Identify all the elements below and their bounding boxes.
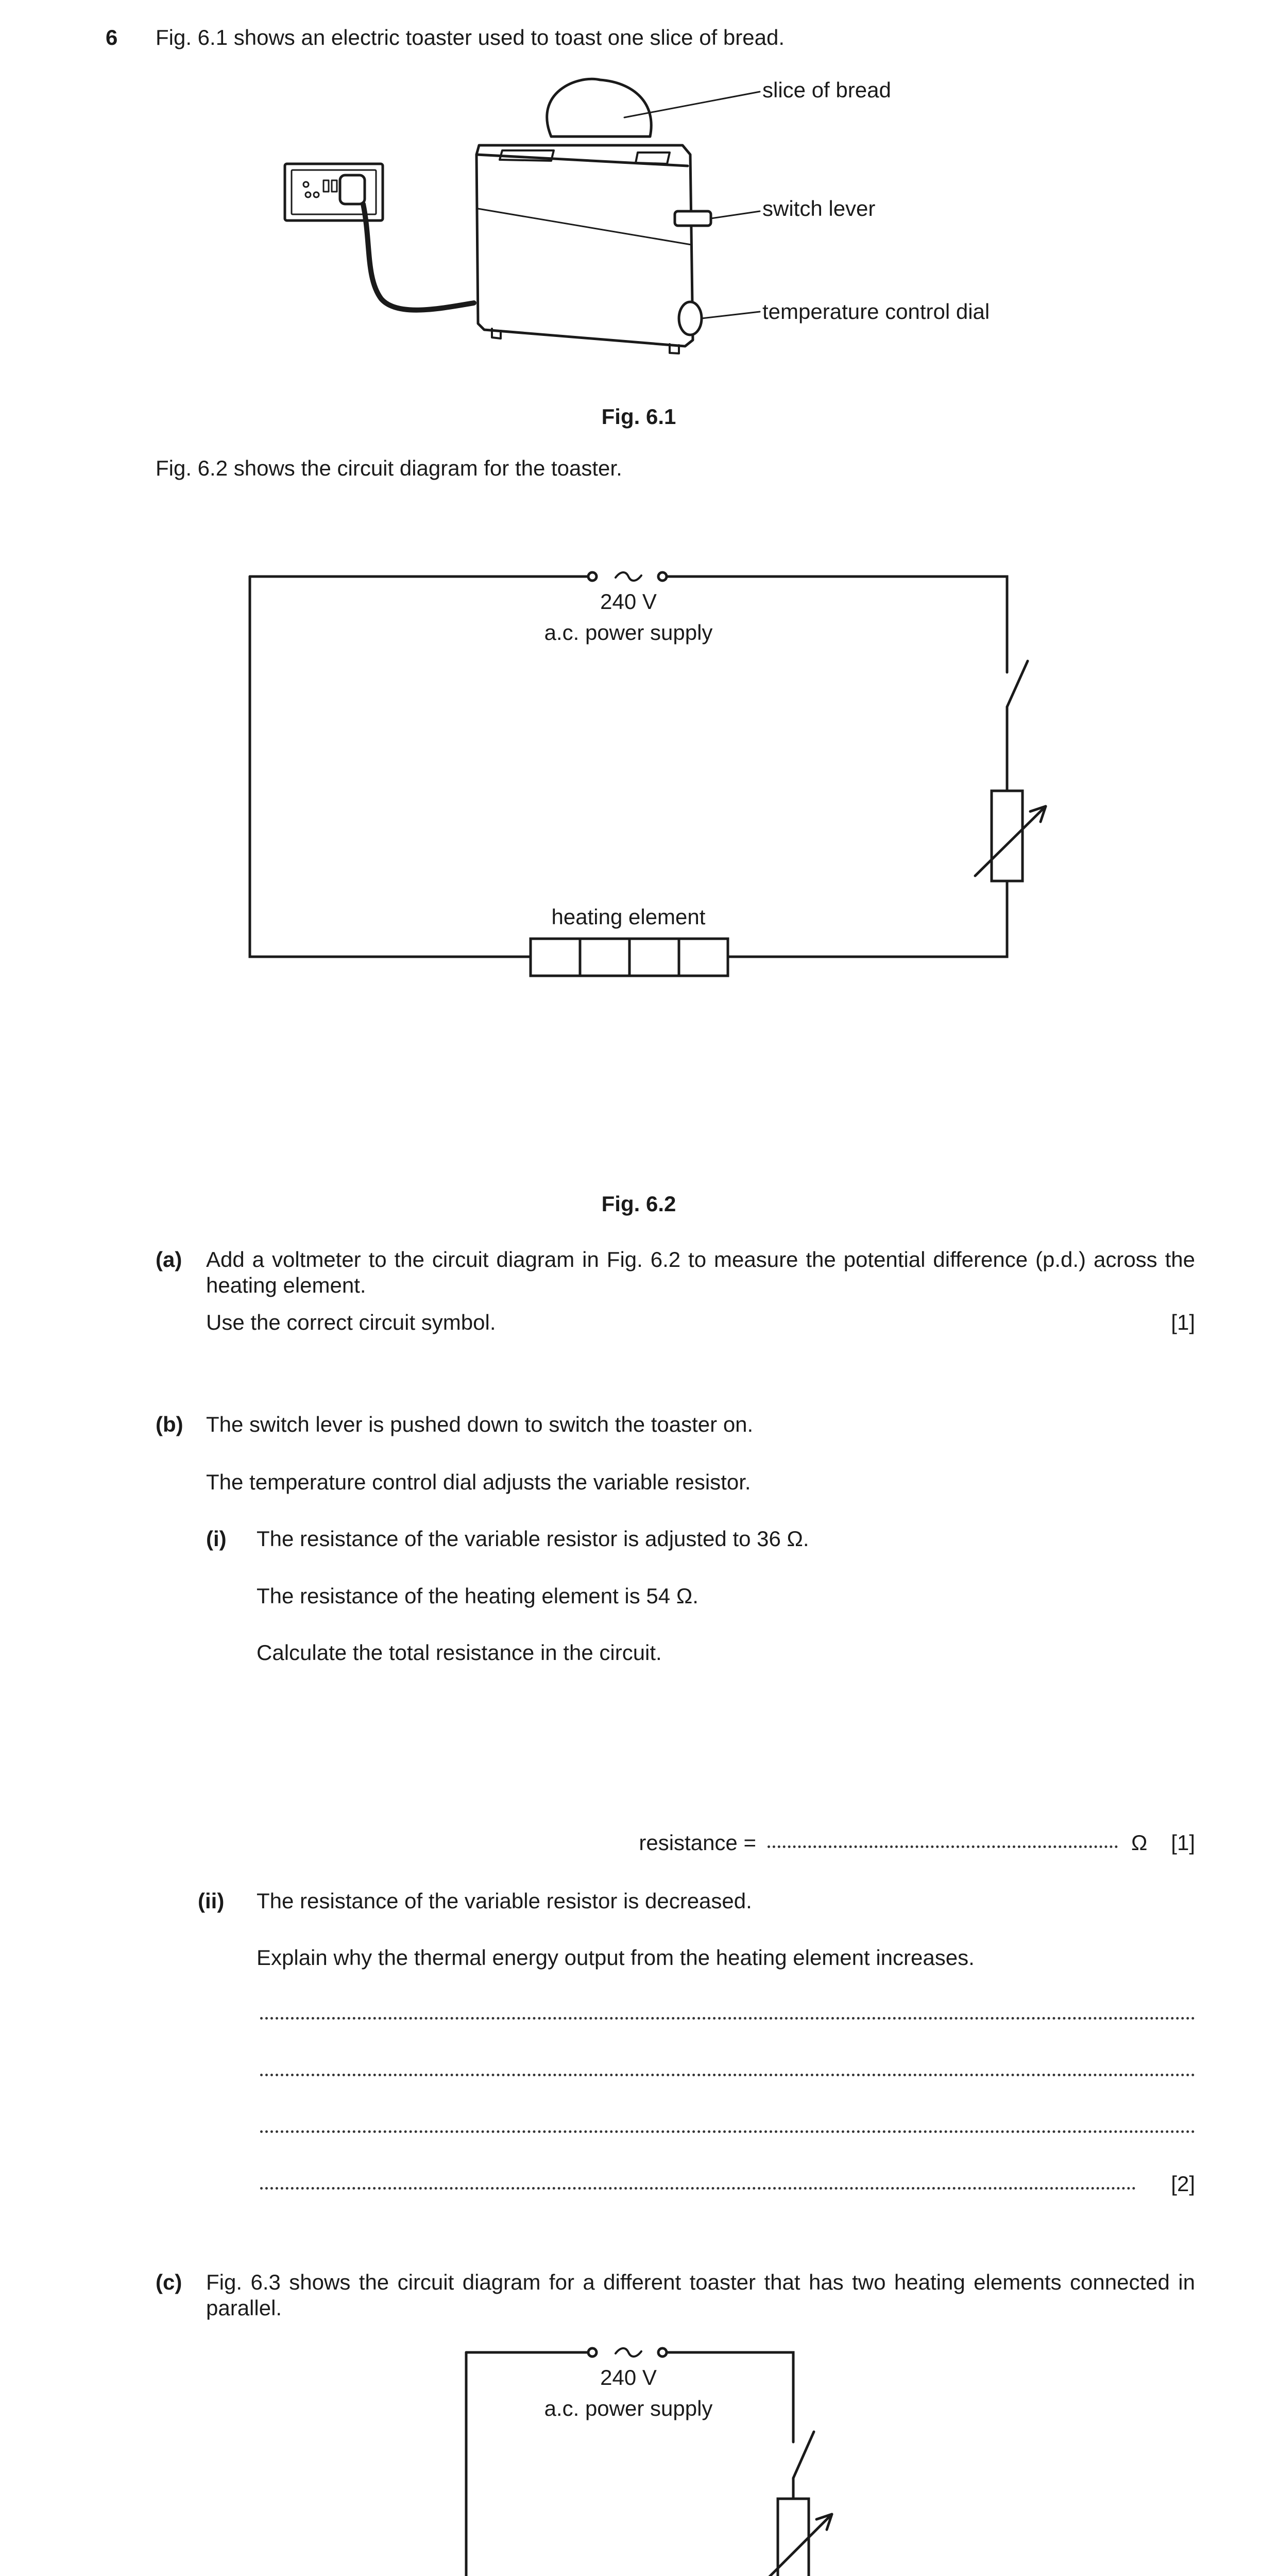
- part-b-i-line2: The resistance of the heating element is 54 Ω.: [257, 1584, 698, 1608]
- part-a-marks: [1]: [1171, 1310, 1195, 1334]
- fig-6-2-supply-label: a.c. power supply: [544, 620, 713, 645]
- fig-6-3-switch: [793, 2432, 814, 2478]
- fig-6-3-terminal-right: [658, 2348, 667, 2357]
- question-intro: Fig. 6.1 shows an electric toaster used to toast one slice of bread.: [156, 25, 785, 49]
- fig-6-2-supply-voltage: 240 V: [600, 589, 657, 614]
- part-a-label: (a): [156, 1247, 182, 1272]
- part-b-label: (b): [156, 1412, 183, 1436]
- part-b-i-label: (i): [206, 1527, 227, 1551]
- fig-6-2-element-label: heating element: [551, 905, 706, 929]
- part-b-i-line3: Calculate the total resistance in the circuit.: [257, 1640, 662, 1665]
- fig-6-2-caption: Fig. 6.2: [601, 1192, 676, 1216]
- part-c-text: Fig. 6.3 shows the circuit diagram for a different toaster that has two heating elements connected in parallel.: [206, 2270, 1195, 2320]
- part-b-i-line1: The resistance of the variable resistor is adjusted to 36 Ω.: [257, 1527, 809, 1551]
- part-b-i-marks: [1]: [1171, 1831, 1195, 1855]
- fig-6-3-supply-voltage: 240 V: [600, 2365, 657, 2389]
- fig-6-1-caption: Fig. 6.1: [601, 404, 676, 429]
- label-switch-lever: switch lever: [762, 196, 876, 221]
- question-number: 6: [106, 25, 118, 49]
- label-slice-of-bread: slice of bread: [762, 78, 891, 102]
- part-b-ii-line1: The resistance of the variable resistor is decreased.: [257, 1889, 752, 1913]
- fig-6-2-intro: Fig. 6.2 shows the circuit diagram for the toaster.: [156, 456, 622, 480]
- part-c-label: (c): [156, 2270, 182, 2294]
- part-a-text: Add a voltmeter to the circuit diagram in Fig. 6.2 to measure the potential difference (p.d.) across the heating element.: [206, 1247, 1195, 1297]
- fig-6-3-supply-label: a.c. power supply: [544, 2396, 713, 2420]
- part-b-ii-marks: [2]: [1171, 2172, 1195, 2196]
- part-b-ii-label: (ii): [198, 1889, 225, 1913]
- part-b-line1: The switch lever is pushed down to switch the toaster on.: [206, 1412, 754, 1436]
- part-a-instruction: Use the correct circuit symbol.: [206, 1310, 496, 1334]
- resistance-answer-prefix: resistance =: [639, 1831, 756, 1855]
- part-b-ii-line2: Explain why the thermal energy output from the heating element increases.: [257, 1945, 975, 1970]
- label-temperature-dial: temperature control dial: [762, 299, 990, 324]
- fig-6-3-terminal-left: [588, 2348, 597, 2357]
- resistance-answer-unit: Ω: [1131, 1831, 1148, 1855]
- fig-6-3-ac-symbol: [616, 2348, 641, 2357]
- part-b-line2: The temperature control dial adjusts the variable resistor.: [206, 1470, 751, 1494]
